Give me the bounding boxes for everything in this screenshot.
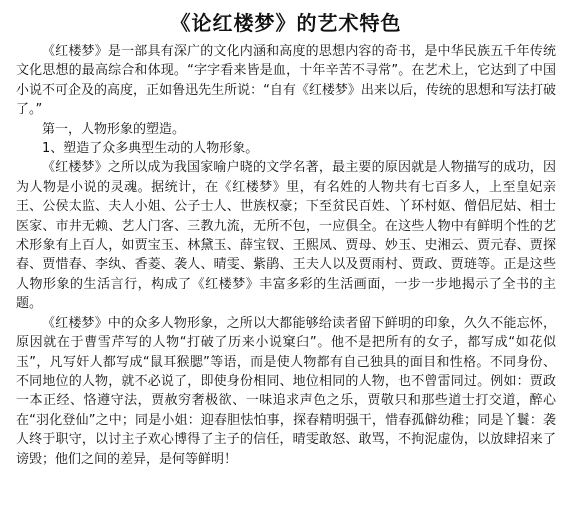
section-heading: 第一，人物形象的塑造。 (42, 121, 186, 137)
subsection-heading: 1、塑造了众多典型生动的人物形象。 (42, 141, 259, 157)
body-paragraph-2: 《红楼梦》之所以成为我国家喻户晓的文学名著，最主要的原因就是人物描写的成功，因为人物是小说的灵魂。据统计，在《红楼梦》里，有名姓的人物共有七百多人，上至皇妃亲王、公侯太监、夫人小姐、公子士人、世族权豪；下至贫民百姓、丫环村妪、僧侣尼姑、相士医家、市井无赖、艺人门客、三教九流，无所不包，一应俱全。在这些人物中有鲜明个性的艺术形象有上百人，如贾宝玉、林黛玉、薛宝钗、王熙凤、贾母、妙玉、史湘云、贾元春、贾探春、贾惜春、李纨、香菱、袭人、晴雯、紫鹃、王夫人以及贾雨村、贾政、贾琏等。正是这些人物形象的生活言行，构成了《红楼梦》丰富多彩的生活画面，一步一步地揭示了全书的主题。 (16, 160, 556, 312)
intro-paragraph: 《红楼梦》是一部具有深广的文化内涵和高度的思想内容的奇书，是中华民族五千年传统文化思想的最高综合和体现。“字字看来皆是血，十年辛苦不寻常”。在艺术上，它达到了中国小说不可企及的高度，正如鲁迅先生所说：“自有《红楼梦》出来以后，传统的思想和写法打破了。” (16, 44, 556, 118)
body-paragraph-3: 《红楼梦》中的众多人物形象，之所以大都能够给读者留下鲜明的印象，久久不能忘怀，原因就在于曹雪芹写的人物“打破了历来小说窠臼”。他不是把所有的女子，都写成“如花似玉”，凡写奸人都写成“鼠耳猴腮”等语，而是使人物都有自己独具的面目和性格。不同身份、不同地位的人物，就不必说了，即使身份相同、地位相同的人物，也不曾雷同过。例如：贾政一本正经、恪遵守法，贾赦穷奢极欲、一味追求声色之乐，贾敬只和那些道士打交道，醉心在“羽化登仙”之中；同是小姐：迎春胆怯怕事，探春精明强干，惜春孤僻幼稚；同是丫鬟：袭人终于职守，以讨主子欢心博得了主子的信任，晴雯敢怒、敢骂，不拘泥虚伪，以放肆招来了谤毁；他们之间的差异，是何等鲜明！ (16, 315, 556, 467)
document-title: 《论红楼梦》的艺术特色 (170, 11, 402, 35)
document-page (16, 8, 556, 469)
